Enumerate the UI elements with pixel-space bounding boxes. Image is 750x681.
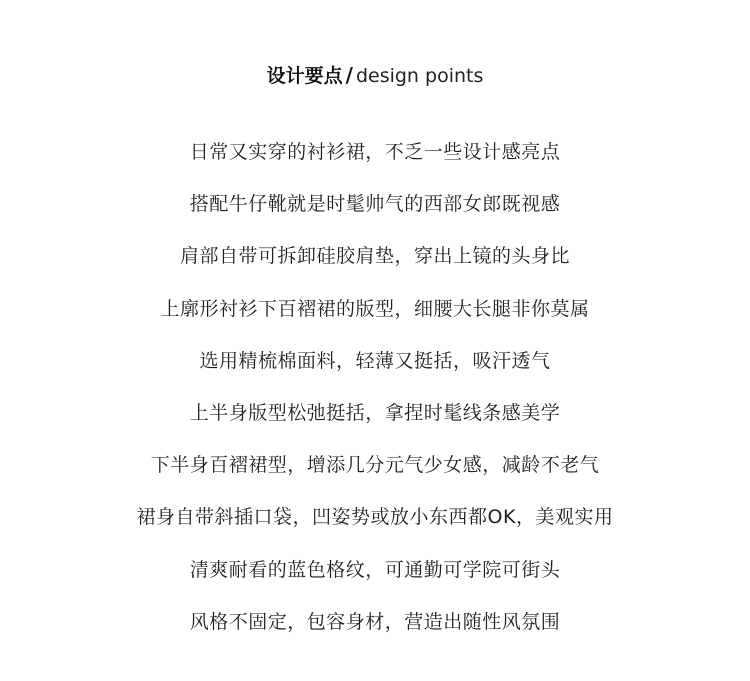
design-point-line: 裙身自带斜插口袋，凹姿势或放小东西都OK，美观实用 — [136, 506, 614, 529]
design-point-line: 下半身百褶裙型，增添几分元气少女感，减龄不老气 — [150, 454, 600, 477]
design-point-line: 搭配牛仔靴就是时髦帅气的西部女郎既视感 — [189, 193, 561, 216]
design-point-line: 上廓形衬衫下百褶裙的版型，细腰大长腿非你莫属 — [160, 297, 590, 320]
design-point-line: 选用精梳棉面料，轻薄又挺括，吸汗透气 — [199, 349, 551, 372]
title-separator: / — [345, 63, 353, 87]
design-point-line: 肩部自带可拆卸硅胶肩垫，穿出上镜的头身比 — [179, 245, 570, 268]
section-title — [0, 58, 750, 92]
design-point-line: 风格不固定，包容身材，营造出随性风氛围 — [189, 610, 561, 633]
design-point-line: 清爽耐看的蓝色格纹，可通勤可学院可街头 — [189, 558, 561, 581]
design-point-line: 上半身版型松弛挺括，拿捏时髦线条感美学 — [189, 401, 561, 424]
title-chinese: 设计要点 — [266, 65, 343, 87]
design-point-line: 日常又实穿的衬衫裙，不乏一些设计感亮点 — [189, 141, 561, 163]
design-points-list — [0, 136, 750, 658]
title-english: design points — [355, 65, 484, 87]
